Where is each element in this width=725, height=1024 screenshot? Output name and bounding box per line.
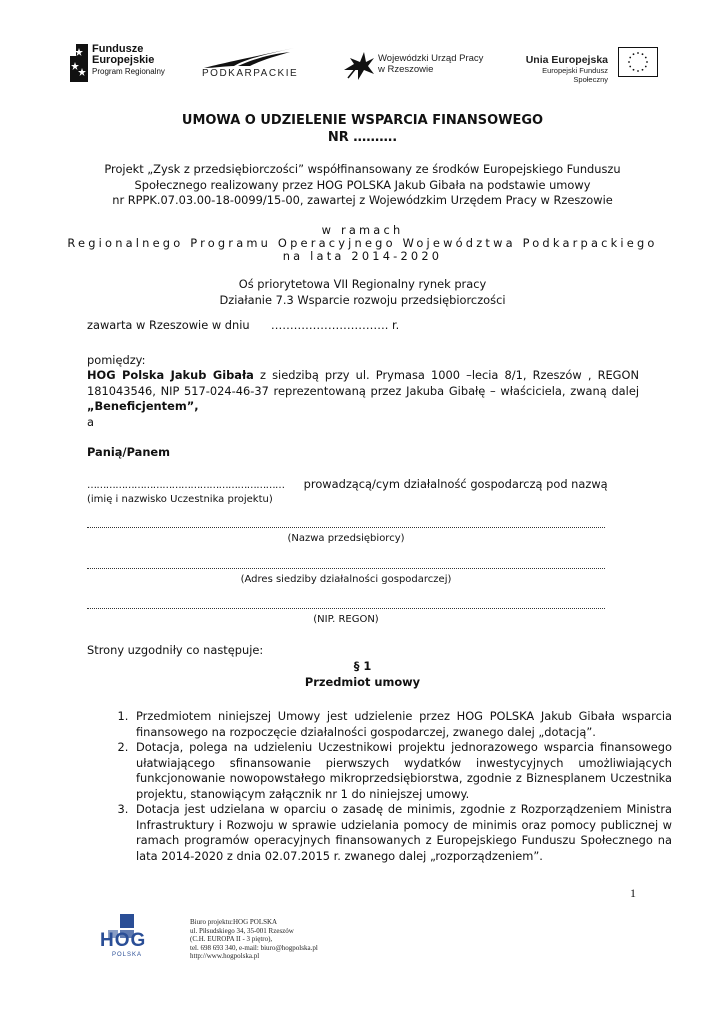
wup-line1: Wojewódzki Urząd Pracy [378, 53, 484, 64]
program-block [60, 224, 665, 263]
axis-line2: Działanie 7.3 Wsparcie rozwoju przedsiębiorczości [219, 292, 506, 307]
term-item: 1. Przedmiotem niniejszej Umowy jest udzielenie przez HOG POLSKA Jakub Gibała wsparcia finansowego na rozpoczęcie działalności gospodarczej, zwanego dalej „dotacją”. [132, 709, 672, 740]
page-number: 1 [630, 886, 636, 900]
section-title: Przedmiot umowy [304, 674, 421, 689]
ue-text [508, 54, 608, 84]
eu-star-icon [645, 66, 647, 68]
participant-name-caption: (imię i nazwisko Uczestnika projektu) [87, 494, 273, 505]
hog-logo-text: HOG [100, 930, 147, 951]
fe-line3: Program Regionalny [92, 67, 165, 76]
participant-name-dots: ……………………………………………………… [87, 480, 285, 491]
beneficiary-details: z siedzibą przy ul. Prymasa 1000 –lecia 8/1, Rzeszów , REGON 181043546, NIP 517-024-46-37 reprezentowaną przez Jakuba Gibałę – właściciela, zwaną dalej [87, 368, 639, 398]
section-heading [60, 659, 665, 690]
eu-star-icon [646, 61, 648, 63]
ue-line1: Unia Europejska [525, 54, 608, 66]
wup-text [378, 53, 483, 75]
project-line2: Społecznego realizowany przez HOG POLSKA Jakub Gibała na podstawie umowy [134, 177, 591, 192]
party-beneficiary [87, 368, 639, 415]
nip-caption: (NIP. REGON) [313, 614, 379, 625]
activity-text: prowadzącą/cym działalność gospodarczą pod nazwą [303, 477, 608, 491]
term-item: 2. Dotacja, polega na udzieleniu Uczestnikowi projektu jednorazowego wsparcia finansowego ułatwiającego sfinansowanie pierwszych wydatków inwestycyjnych umożliwiających funkcjonowanie nowopowstałego mikroprzedsiębiorstwa, zgodnie z Biznesplanem Uczestnika projektu, stanowiącym załącznik nr 1 do niniejszej umowy. [132, 740, 672, 802]
eu-star-icon [629, 66, 631, 68]
terms-list [100, 709, 672, 864]
company-name-caption: (Nazwa przedsiębiorcy) [287, 533, 405, 544]
fe-line2: Europejskie [92, 54, 155, 66]
agreed-text: Strony uzgodniły co następuje: [87, 643, 264, 657]
address-line [87, 568, 605, 569]
section-number: § 1 [353, 659, 372, 673]
fe-line1: Fundusze [92, 43, 144, 55]
fundusze-europejskie-text [92, 44, 165, 77]
nip-line [87, 608, 605, 609]
eu-star-icon [633, 69, 635, 71]
eu-star-icon [642, 53, 644, 55]
footer-line: (C.H. EUROPA II - 3 piętro), [190, 935, 273, 944]
eu-star-icon [637, 52, 639, 54]
program-line1: w ramach [321, 223, 404, 237]
hog-logo-sub: POLSKA [112, 952, 143, 958]
ue-line2: Europejski Fundusz Społeczny [542, 66, 608, 84]
project-line1: Projekt „Zysk z przedsiębiorczości” współfinansowany ze środków Europejskiego Funduszu [104, 162, 621, 176]
signed-place-date [87, 318, 639, 334]
eu-star-icon [645, 57, 647, 59]
participant-label: Panią/Panem [87, 445, 171, 459]
footer-line: Biuro projektu:HOG POLSKA [190, 918, 278, 926]
between-label: pomiędzy: [87, 353, 146, 367]
project-description [60, 162, 665, 209]
beneficiary-name: HOG Polska Jakub Gibała [87, 368, 254, 382]
program-line3: na lata 2014-2020 [282, 249, 443, 263]
signed-text: zawarta w Rzeszowie w dniu [87, 318, 250, 332]
header-logo-bar [60, 40, 665, 88]
eu-star-icon [637, 70, 639, 72]
eu-star-icon [629, 57, 631, 59]
hog-polska-logo [98, 912, 154, 964]
footer-contact [190, 918, 318, 961]
footer-line: http://www.hogpolska.pl [190, 952, 260, 961]
axis-block [60, 277, 665, 308]
company-name-line [87, 527, 605, 528]
title-line2: NR ………. [327, 130, 398, 145]
footer-line: tel. 698 693 340, e-mail: biuro@hogpolska.pl [190, 943, 318, 952]
title-line1: UMOWA O UDZIELENIE WSPARCIA FINANSOWEGO [181, 113, 544, 128]
podkarpackie-text: PODKARPACKIE [202, 68, 299, 79]
wup-line2: w Rzeszowie [378, 64, 434, 75]
term-item: 3. Dotacja jest udzielana w oparciu o zasadę de minimis, zgodnie z Rozporządzeniem Ministra Infrastruktury i Rozwoju w sprawie udzielania pomocy de minimis oraz pomocy publicznej w ramach programów operacyjnych finansowanych z Europejskiego Funduszu Społecznego na lata 2014-2020 z dnia 02.07.2015 r. zwanego dalej „rozporządzeniem”. [132, 802, 672, 864]
axis-line1: Oś priorytetowa VII Regionalny rynek pracy [238, 277, 487, 291]
beneficiary-label: „Beneficjentem”, [87, 399, 199, 413]
address-caption: (Adres siedziby działalności gospodarczej) [240, 574, 452, 585]
document-title [0, 112, 725, 146]
eu-star-icon [633, 53, 635, 55]
eu-star-icon [642, 69, 644, 71]
eu-flag-icon [618, 47, 658, 77]
project-line3: nr RPPK.07.03.00-18-0099/15-00, zawartej z Wojewódzkim Urzędem Pracy w Rzeszowie [112, 193, 613, 207]
footer-line: ul. Piłsudskiego 34, 35-001 Rzeszów [190, 926, 294, 935]
eu-star-icon [628, 61, 630, 63]
program-line2: Regionalnego Programu Operacyjnego Województwa Podkarpackiego [67, 236, 658, 250]
signed-date-dots: …………………………. r. [270, 318, 400, 332]
and-label: a [87, 415, 94, 429]
